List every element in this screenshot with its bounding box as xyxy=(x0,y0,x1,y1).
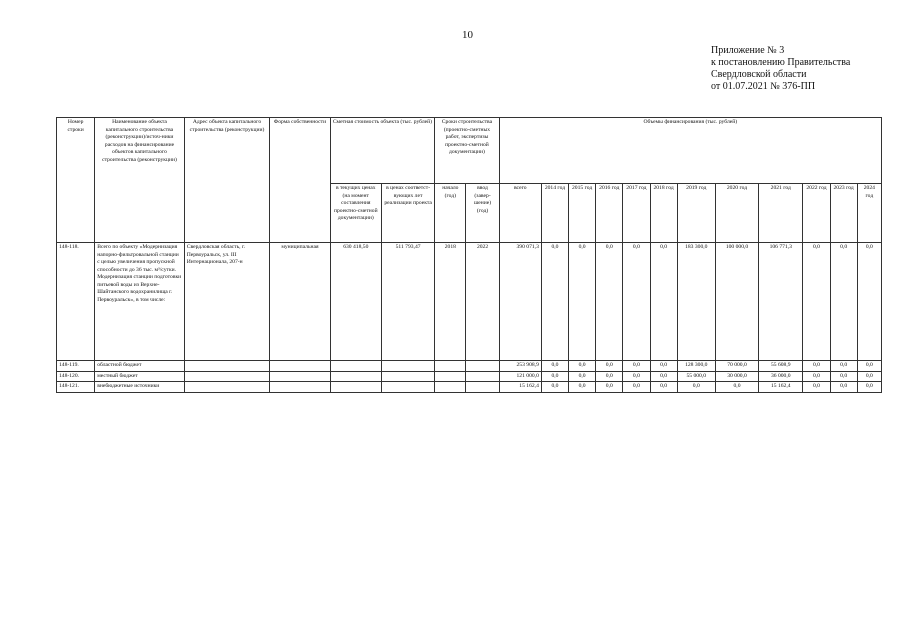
header-financing: Объемы финансирования (тыс. рублей) xyxy=(499,118,881,184)
year-cell: 0,0 xyxy=(830,371,857,382)
header-estimate: Сметная стоимость объекта (тыс. рублей) xyxy=(330,118,435,184)
page-number: 10 xyxy=(462,29,473,41)
year-cell: 0,0 xyxy=(596,382,623,393)
ownership xyxy=(270,371,330,382)
appendix-header xyxy=(711,45,850,93)
year-cell: 0,0 xyxy=(596,361,623,372)
header-address: Адрес объекта капитального строительства (реконструкции) xyxy=(184,118,270,243)
year-cell: 106 771,3 xyxy=(759,243,803,361)
object-address xyxy=(184,361,270,372)
header-year: 2014 год xyxy=(541,184,568,243)
estimate-forecast xyxy=(381,361,434,372)
object-name: областной бюджет xyxy=(95,361,185,372)
year-cell: 0,0 xyxy=(623,361,650,372)
header-year: 2020 год xyxy=(715,184,758,243)
estimate-current xyxy=(330,382,381,393)
term-start: 2018 xyxy=(435,243,466,361)
ownership xyxy=(270,361,330,372)
object-name: местный бюджет xyxy=(95,371,185,382)
object-address: Свердловская область, г. Первоуральск, ул. III Интернационала, 207-н xyxy=(184,243,270,361)
row-number: 148-121. xyxy=(57,382,95,393)
row-number: 148-118. xyxy=(57,243,95,361)
table-row xyxy=(57,371,882,382)
year-cell: 0,0 xyxy=(569,371,596,382)
year-cell: 0,0 xyxy=(623,243,650,361)
year-cell: 0,0 xyxy=(857,243,881,361)
year-cell: 0,0 xyxy=(830,382,857,393)
estimate-forecast xyxy=(381,382,434,393)
header-estimate-forecast: в ценах соответст-вующих лет реализации проекта xyxy=(381,184,434,243)
total-cell: 253 908,9 xyxy=(499,361,541,372)
term-end xyxy=(466,382,499,393)
year-cell: 0,0 xyxy=(650,382,677,393)
year-cell: 0,0 xyxy=(803,361,830,372)
year-cell: 0,0 xyxy=(830,243,857,361)
header-term-end: ввод (завер-шение) (год) xyxy=(466,184,499,243)
table-row xyxy=(57,243,882,361)
header-year: 2021 год xyxy=(759,184,803,243)
year-cell: 0,0 xyxy=(857,382,881,393)
year-cell: 100 000,0 xyxy=(715,243,758,361)
year-cell: 0,0 xyxy=(857,361,881,372)
term-end xyxy=(466,361,499,372)
year-cell: 0,0 xyxy=(803,243,830,361)
total-cell: 390 071,3 xyxy=(499,243,541,361)
header-year: 2022 год xyxy=(803,184,830,243)
ownership xyxy=(270,382,330,393)
year-cell: 70 000,0 xyxy=(715,361,758,372)
object-address xyxy=(184,371,270,382)
year-cell: 0,0 xyxy=(623,371,650,382)
year-cell: 0,0 xyxy=(569,361,596,372)
year-cell: 0,0 xyxy=(541,382,568,393)
header-year: 2019 год xyxy=(677,184,715,243)
year-cell: 128 300,0 xyxy=(677,361,715,372)
header-terms: Сроки строительства (проектно-сметных работ, экспертизы проектно-сметной документации) xyxy=(435,118,499,184)
header-row-number: Номер строки xyxy=(57,118,95,243)
estimate-forecast xyxy=(381,371,434,382)
header-year: 2015 год xyxy=(569,184,596,243)
year-cell: 0,0 xyxy=(650,243,677,361)
year-cell: 0,0 xyxy=(541,371,568,382)
year-cell: 183 300,0 xyxy=(677,243,715,361)
total-cell: 15 162,4 xyxy=(499,382,541,393)
appendix-line-3: Свердловской области xyxy=(711,69,807,80)
header-total: всего xyxy=(499,184,541,243)
term-end xyxy=(466,371,499,382)
financing-table xyxy=(56,117,882,393)
appendix-line-2: к постановлению Правительства xyxy=(711,57,851,68)
row-number: 148-120. xyxy=(57,371,95,382)
header-term-start: начало (год) xyxy=(435,184,466,243)
header-year: 2024 год xyxy=(857,184,881,243)
table-row xyxy=(57,361,882,372)
ownership: муниципальная xyxy=(270,243,330,361)
year-cell: 0,0 xyxy=(623,382,650,393)
header-estimate-current: в текущих ценах (на момент составления проектно-сметной документации) xyxy=(330,184,381,243)
year-cell: 55 000,0 xyxy=(677,371,715,382)
year-cell: 0,0 xyxy=(677,382,715,393)
header-year: 2017 год xyxy=(623,184,650,243)
estimate-forecast: 511 793,47 xyxy=(381,243,434,361)
appendix-line-1: Приложение № 3 xyxy=(711,45,785,56)
header-year: 2018 год xyxy=(650,184,677,243)
year-cell: 30 000,0 xyxy=(715,371,758,382)
header-object-name: Наименование объекта капитального строительства (реконструкции)/источ-ники расходов на финансирование объектов капитального строительства (реконструкции) xyxy=(95,118,185,243)
year-cell: 0,0 xyxy=(715,382,758,393)
year-cell: 0,0 xyxy=(857,371,881,382)
estimate-current: 630 418,50 xyxy=(330,243,381,361)
year-cell: 0,0 xyxy=(803,371,830,382)
term-end: 2022 xyxy=(466,243,499,361)
year-cell: 0,0 xyxy=(830,361,857,372)
year-cell: 0,0 xyxy=(596,371,623,382)
object-name: Всего по объекту «Модернизация напорно-фильтровальной станции с целью увеличения пропускной способности до 36 тыс. м³/сутки. Модернизация станции подготовки питьевой воды из Верхне-Шайтанского водохранилища г. Первоуральск», в том числе: xyxy=(95,243,185,361)
year-cell: 0,0 xyxy=(596,243,623,361)
year-cell: 0,0 xyxy=(650,371,677,382)
year-cell: 55 608,9 xyxy=(759,361,803,372)
term-start xyxy=(435,371,466,382)
year-cell: 0,0 xyxy=(569,243,596,361)
year-cell: 0,0 xyxy=(650,361,677,372)
estimate-current xyxy=(330,361,381,372)
header-year: 2016 год xyxy=(596,184,623,243)
row-number: 148-119. xyxy=(57,361,95,372)
total-cell: 121 000,0 xyxy=(499,371,541,382)
table-row xyxy=(57,382,882,393)
term-start xyxy=(435,382,466,393)
year-cell: 0,0 xyxy=(541,361,568,372)
year-cell: 36 000,0 xyxy=(759,371,803,382)
year-cell: 15 162,4 xyxy=(759,382,803,393)
object-address xyxy=(184,382,270,393)
header-ownership: Форма собственности xyxy=(270,118,330,243)
year-cell: 0,0 xyxy=(803,382,830,393)
appendix-line-4: от 01.07.2021 № 376-ПП xyxy=(711,81,816,92)
object-name: внебюджетные источники xyxy=(95,382,185,393)
year-cell: 0,0 xyxy=(541,243,568,361)
year-cell: 0,0 xyxy=(569,382,596,393)
header-year: 2023 год xyxy=(830,184,857,243)
term-start xyxy=(435,361,466,372)
estimate-current xyxy=(330,371,381,382)
